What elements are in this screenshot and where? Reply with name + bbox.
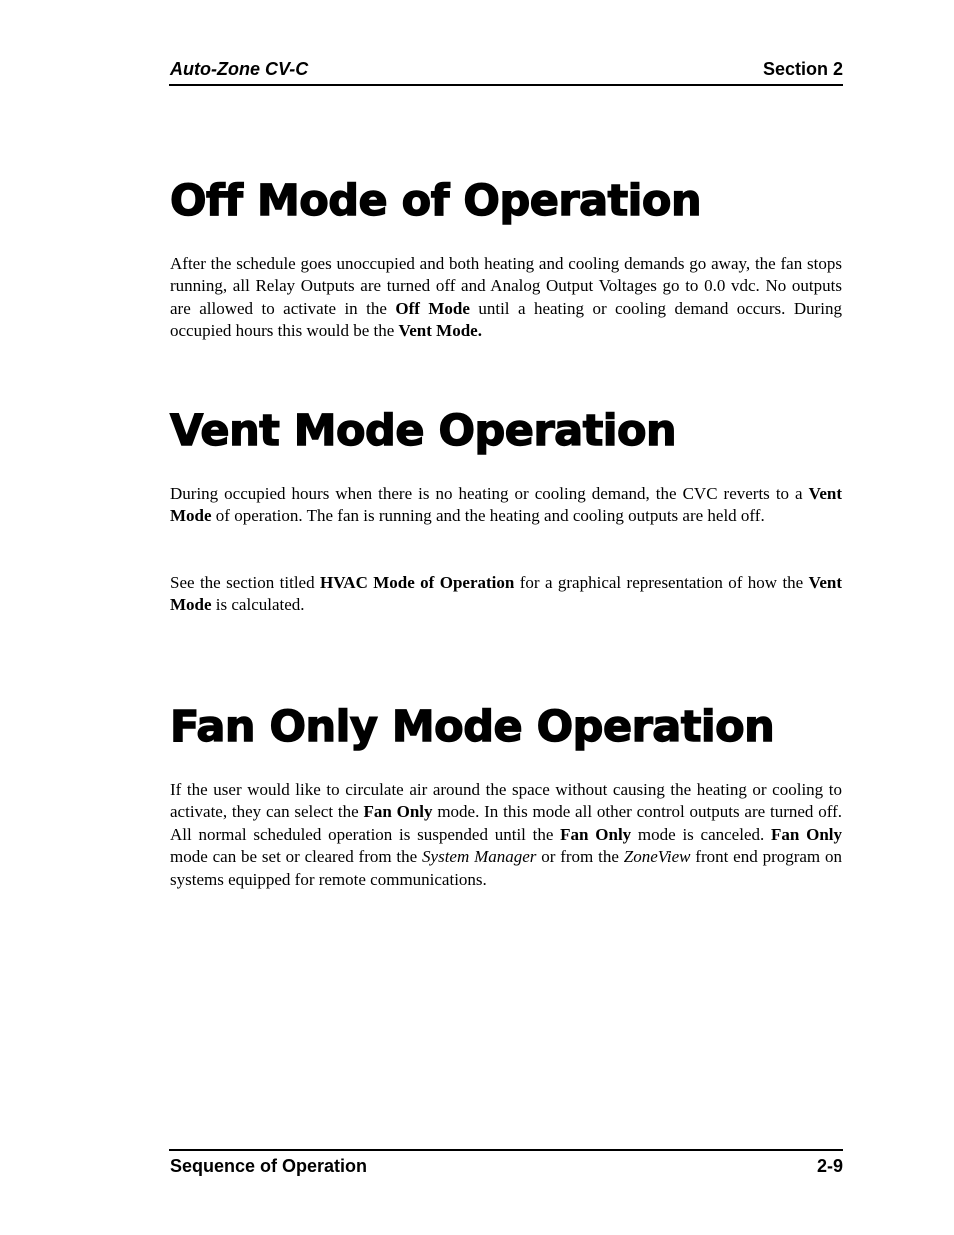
bold-term: Fan Only [363, 802, 433, 822]
section-heading-vent-mode: Vent Mode Operation [170, 406, 677, 456]
bold-term: Vent Mode [170, 484, 842, 526]
header-product-name: Auto-Zone CV-C [170, 59, 309, 79]
bold-term: Off Mode [395, 298, 470, 318]
text-run: until a heating or cooling demand occurs. During occupied hours this would be the [170, 298, 842, 341]
paragraph-off-mode [170, 253, 842, 343]
italic-term: ZoneView [623, 847, 691, 867]
section-heading-off-mode: Off Mode of Operation [170, 176, 702, 226]
text-run: See the section titled [170, 573, 320, 592]
text-run: mode. In this mode all other control outputs are turned off. All normal scheduled operation is suspended until the [170, 802, 842, 844]
section-heading-fan-only-mode: Fan Only Mode Operation [170, 702, 775, 752]
text-run: is calculated. [211, 595, 305, 615]
bold-term: HVAC Mode of Operation [319, 573, 515, 592]
text-run: After the schedule goes unoccupied and both heating and cooling demands go away, the fan stops running, all Relay Outputs are turned off and Analog Output Voltages go to 0.0 vdc. No outputs are allowed to activate in the [170, 254, 842, 318]
page-footer [169, 1149, 843, 1181]
bold-term: Vent Mode [170, 573, 842, 615]
page-header [169, 58, 843, 86]
text-run: mode can be set or cleared from the [170, 847, 423, 867]
header-section-label: Section 2 [762, 59, 843, 79]
italic-term: System Manager [422, 847, 537, 867]
text-run: mode is canceled. [631, 824, 771, 844]
paragraph-vent-mode-2 [170, 572, 842, 617]
text-run: If the user would like to circulate air around the space without causing the heating or cooling to activate, they can select the [170, 780, 842, 822]
text-run: front end program on systems equipped for remote communications. [170, 847, 842, 889]
text-run: for a graphical representation of how the [514, 573, 809, 592]
footer-page-number: 2-9 [816, 1156, 843, 1176]
text-run: of operation. The fan is running and the heating and cooling outputs are held off. [211, 506, 765, 526]
bold-term: Vent Mode. [398, 321, 482, 341]
paragraph-fan-only-mode [170, 779, 842, 891]
text-run: or from the [536, 847, 624, 867]
bold-term: Fan Only [560, 824, 632, 844]
bold-term: Fan Only [771, 824, 842, 844]
footer-chapter-title: Sequence of Operation [170, 1156, 368, 1176]
text-run: During occupied hours when there is no heating or cooling demand, the CVC reverts to a [170, 484, 809, 503]
paragraph-vent-mode-1 [170, 483, 842, 528]
